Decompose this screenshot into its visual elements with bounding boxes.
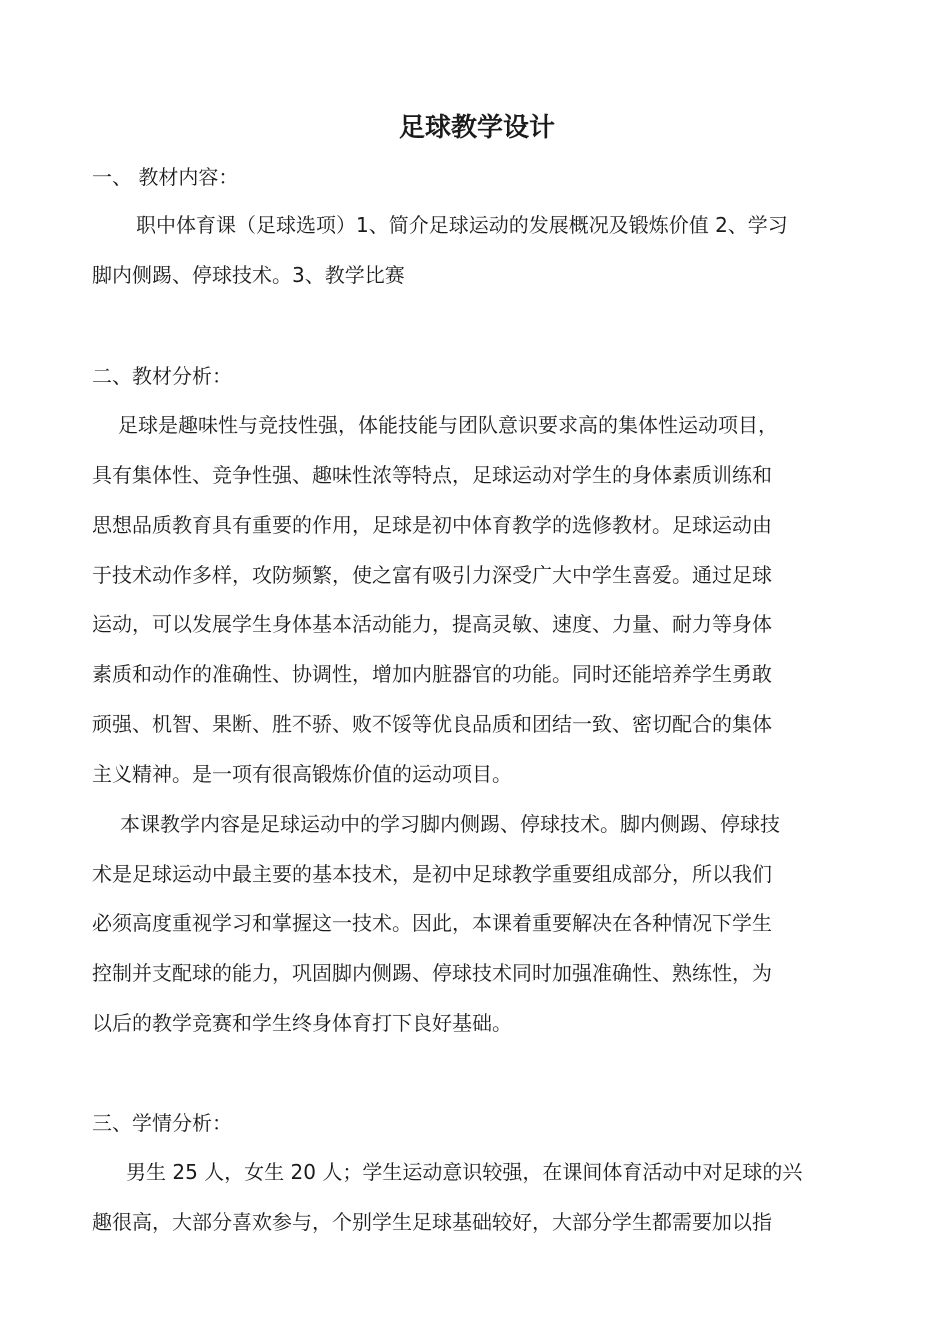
section-2-para-2-line: 必须高度重视学习和掌握这一技术。因此，本课着重要解决在各种情况下学生: [92, 911, 772, 935]
section-1-line: 职中体育课（足球选项）1、简介足球运动的发展概况及锻炼价值 2、学习: [136, 213, 788, 237]
section-1-line: 脚内侧踢、停球技术。3、教学比赛: [92, 263, 405, 287]
section-2-para-2-line: 控制并支配球的能力，巩固脚内侧踢、停球技术同时加强准确性、熟练性，为: [92, 961, 772, 985]
section-2-para-1-line: 顽强、机智、果断、胜不骄、败不馁等优良品质和团结一致、密切配合的集体: [92, 712, 772, 736]
section-2-para-2-line: 本课教学内容是足球运动中的学习脚内侧踢、停球技术。脚内侧踢、停球技: [120, 812, 780, 836]
section-2-para-1-line: 运动，可以发展学生身体基本活动能力，提高灵敏、速度、力量、耐力等身体: [92, 612, 772, 636]
section-2-para-1-line: 素质和动作的准确性、协调性，增加内脏器官的功能。同时还能培养学生勇敢: [92, 662, 772, 686]
section-2-para-1-line: 于技术动作多样，攻防频繁，使之富有吸引力深受广大中学生喜爱。通过足球: [92, 563, 772, 587]
section-2-para-1-line: 思想品质教育具有重要的作用，足球是初中体育教学的选修教材。足球运动由: [92, 513, 772, 537]
section-2-heading: 二、教材分析：: [92, 364, 232, 388]
section-2-para-2-line: 以后的教学竞赛和学生终身体育打下良好基础。: [92, 1011, 512, 1035]
section-2-para-2-line: 术是足球运动中最主要的基本技术，是初中足球教学重要组成部分，所以我们: [92, 862, 772, 886]
document-title: 足球教学设计: [398, 113, 555, 143]
section-2-para-1-line: 主义精神。是一项有很高锻炼价值的运动项目。: [92, 762, 512, 786]
section-3-line: 男生 25 人，女生 20 人；学生运动意识较强，在课间体育活动中对足球的兴: [126, 1160, 803, 1184]
section-3-heading: 三、学情分析：: [92, 1111, 232, 1135]
section-2-para-1-line: 具有集体性、竞争性强、趣味性浓等特点，足球运动对学生的身体素质训练和: [92, 463, 772, 487]
section-1-heading: 一、 教材内容：: [92, 165, 239, 189]
section-3-line: 趣很高，大部分喜欢参与，个别学生足球基础较好，大部分学生都需要加以指: [92, 1210, 772, 1234]
section-2-para-1-line: 足球是趣味性与竞技性强，体能技能与团队意识要求高的集体性运动项目，: [118, 413, 778, 437]
